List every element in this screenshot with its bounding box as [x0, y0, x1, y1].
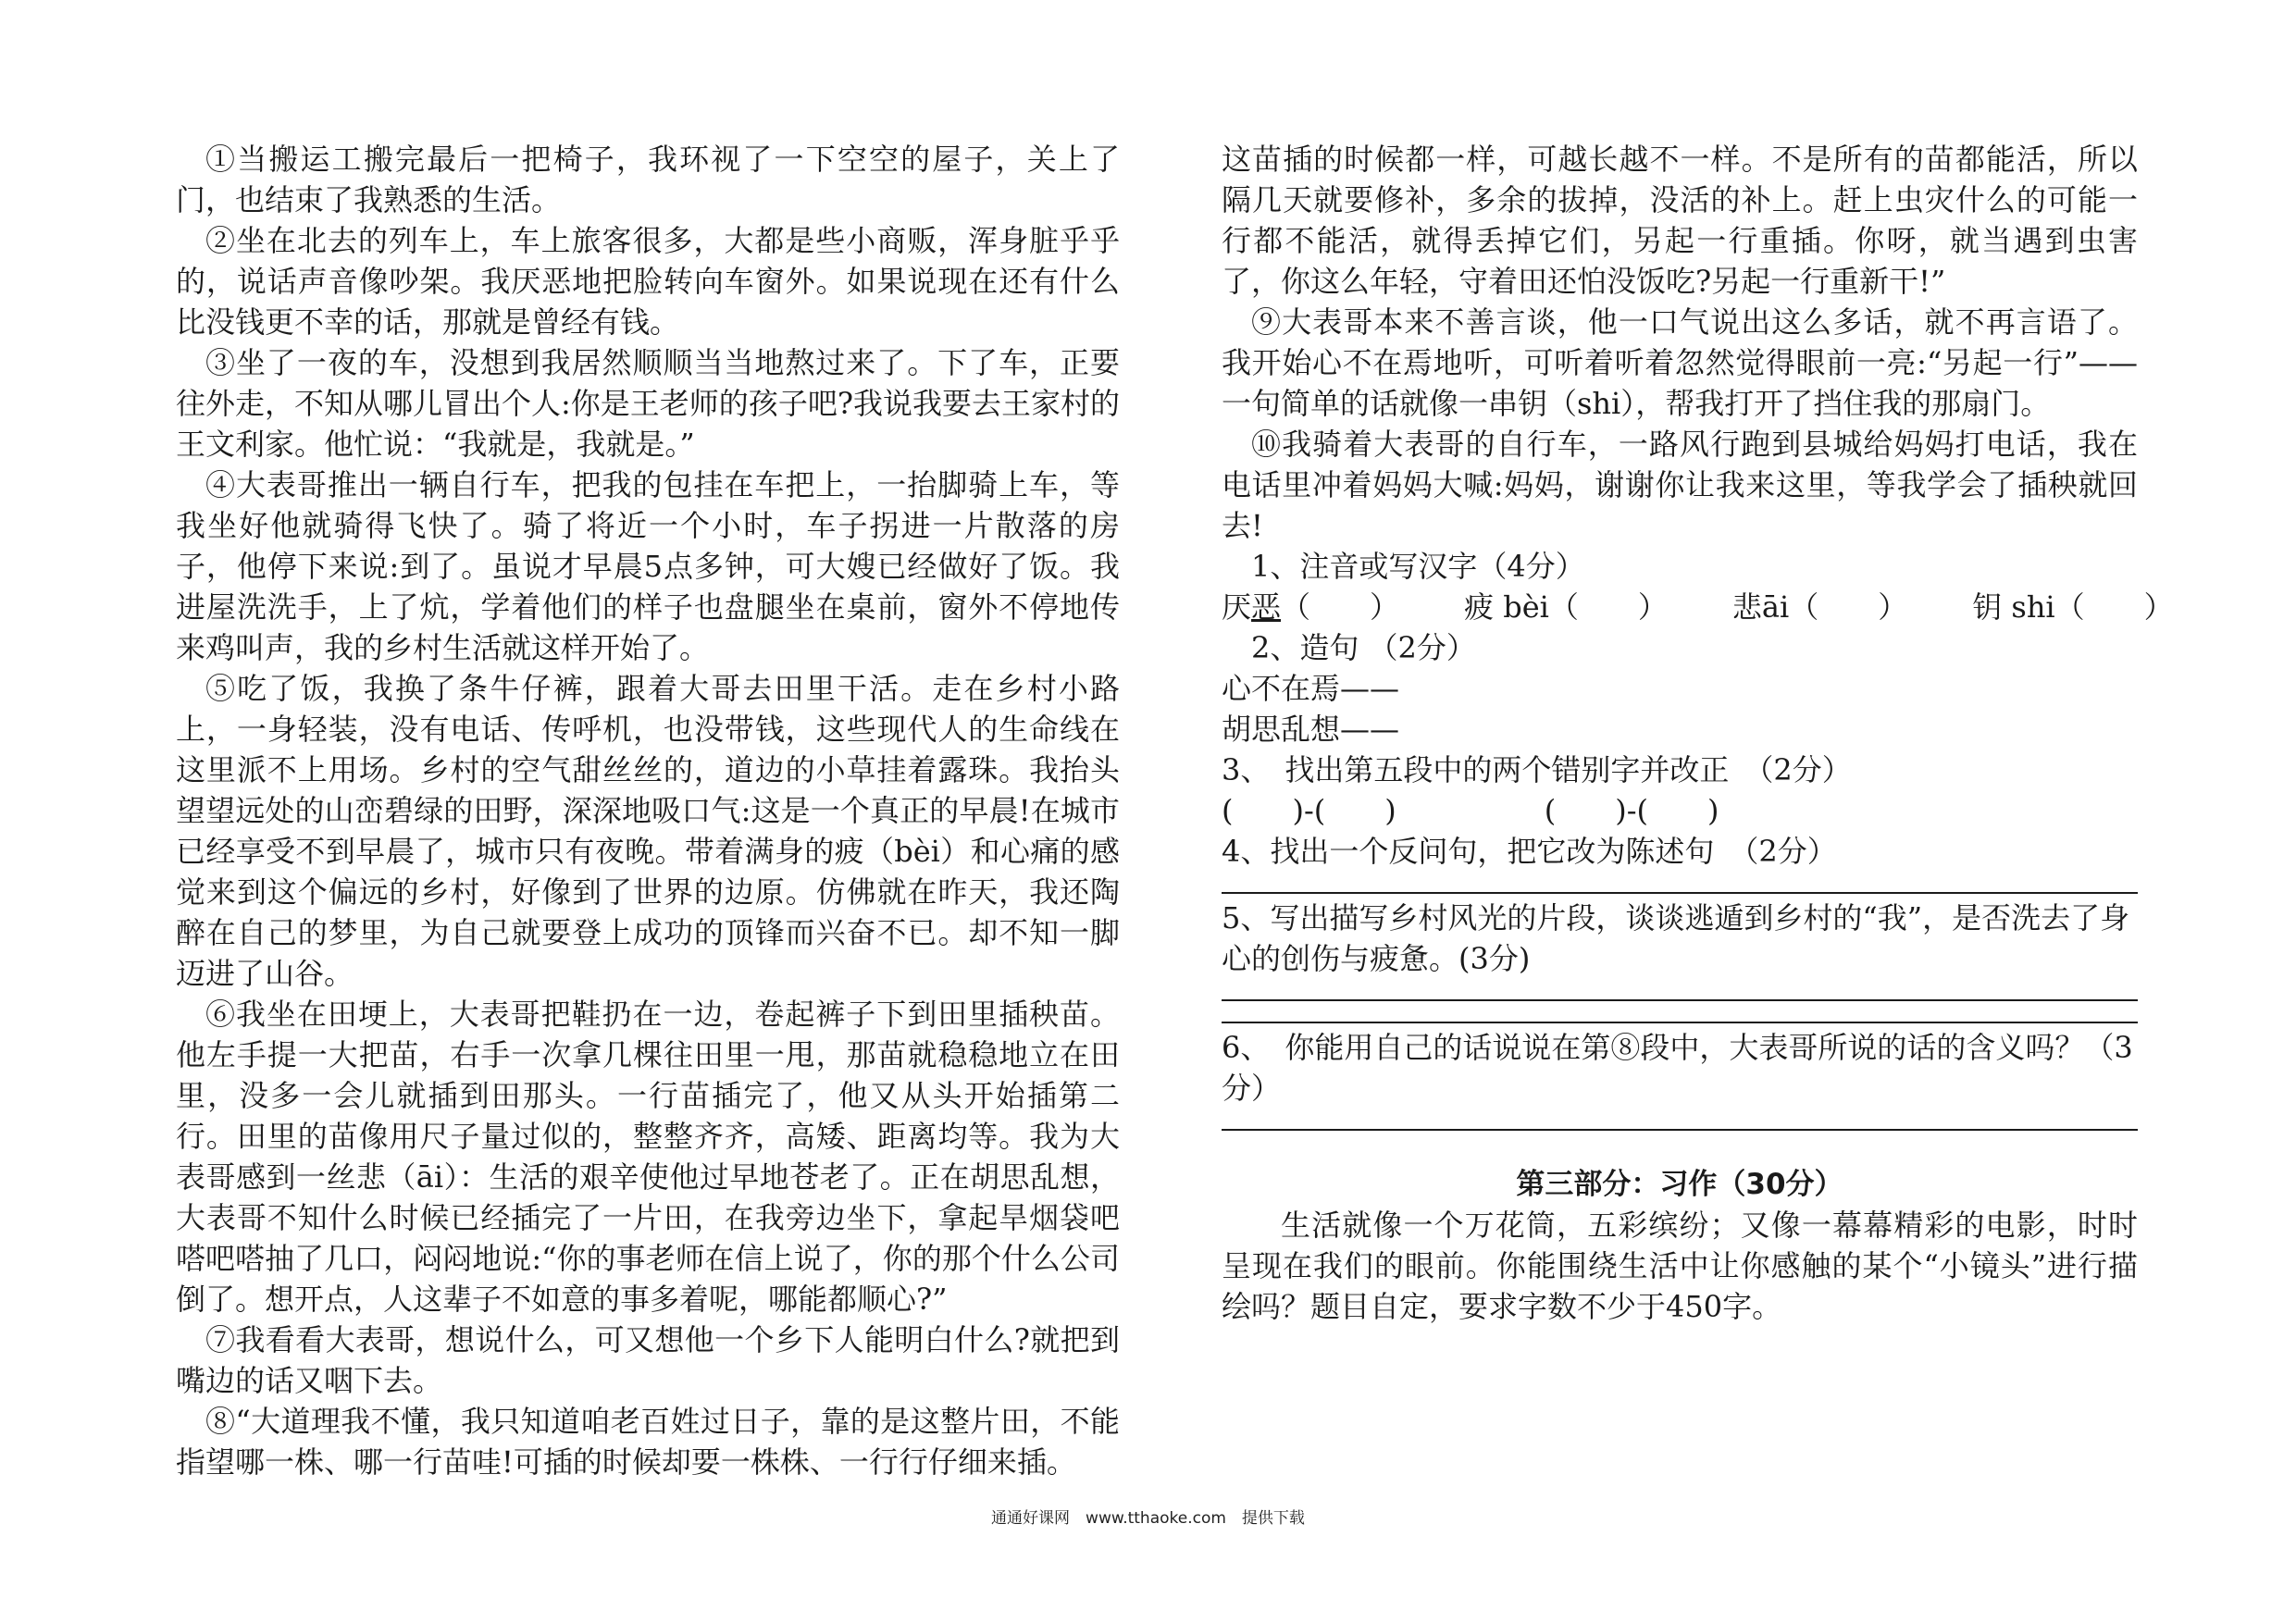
paragraph-3: ③坐了一夜的车，没想到我居然顺顺当当地熬过来了。下了车，正要往外走，不知从哪儿冒出个人:你是王老师的孩子吧?我说我要去王家村的王文利家。他忙说：“我就是，我就是。” — [176, 345, 1120, 462]
paragraph-9: ⑨大表哥本来不善言谈，他一口气说出这么多话，就不再言语了。我开始心不在焉地听，可听着听着忽然觉得眼前一亮:“另起一行”——一句简单的话就像一串钥（shi），帮我打开了挡住我的那扇门。 — [1222, 304, 2138, 421]
answer-line — [1222, 999, 2138, 1001]
page-footer: 通通好课网 www.tthaoke.com 提供下载 — [991, 1509, 1305, 1528]
q1-item-beiai: 悲āi（ ） — [1731, 589, 1908, 625]
question-1-title: 1、注音或写汉字（4分） — [1251, 549, 1585, 584]
section-3-body: 生活就像一个万花筒，五彩缤纷；又像一幕幕精彩的电影，时时呈现在我们的眼前。你能围绕生活中让你感触的某个“小镜头”进行描绘吗？题目自定，要求字数不少于450字。 — [1222, 1208, 2138, 1324]
paragraph-5: ⑤吃了饭，我换了条牛仔裤，跟着大哥去田里干活。走在乡村小路上，一身轻装，没有电话、传呼机，也没带钱，这些现代人的生命线在这里派不上用场。乡村的空气甜丝丝的，道边的小草挂着露珠。我抬头望望远处的山峦碧绿的田野，深深地吸口气:这是一个真正的早晨!在城市已经享受不到早晨了，城市只有夜晚。带着满身的疲（bèi）和心痛的感觉来到这个偏远的乡村，好像到了世界的边原。仿佛就在昨天，我还陶醉在自己的梦里，为自己就要登上成功的顶锋而兴奋不已。却不知一脚迈进了山谷。 — [176, 671, 1120, 991]
question-3-title: 3、 找出第五段中的两个错别字并改正 （2分） — [1222, 752, 1852, 787]
paragraph-10: ⑩我骑着大表哥的自行车，一路风行跑到县城给妈妈打电话，我在电话里冲着妈妈大喊:妈妈，谢谢你让我来这里，等我学会了插秧就回去! — [1222, 427, 2138, 543]
question-6-title: 6、 你能用自己的话说说在第⑧段中，大表哥所说的话的含义吗？（3分） — [1222, 1030, 2133, 1106]
section-3-title: 第三部分：习作（30分） — [1516, 1168, 1843, 1201]
q1-item-yaoshi: 钥 shi（ ） — [1972, 589, 2174, 625]
question-2-item-2: 胡思乱想—— — [1222, 712, 1400, 747]
answer-line — [1222, 1022, 2138, 1023]
question-2-item-1: 心不在焉—— — [1222, 671, 1400, 706]
q1-item-yanwu: 厌恶（ ） — [1222, 589, 1400, 625]
question-5-title: 5、写出描写乡村风光的片段，谈谈逃遁到乡村的“我”，是否洗去了身心的创伤与疲惫。(3分) — [1222, 900, 2130, 976]
right-column — [1222, 139, 2174, 1327]
question-4-title: 4、找出一个反问句，把它改为陈述句 （2分） — [1222, 834, 1837, 869]
question-2-title: 2、造句 （2分） — [1251, 630, 1476, 665]
answer-line — [1222, 892, 2138, 894]
paragraph-8: ⑧“大道理我不懂，我只知道咱老百姓过日子，靠的是这整片田，不能指望哪一株、哪一行苗哇!可插的时候却要一株株、一行行仔细来插。 — [176, 1404, 1120, 1480]
q1-underlined-char: 恶 — [1251, 589, 1282, 625]
paragraph-1: ①当搬运工搬完最后一把椅子，我环视了一下空空的屋子，关上了门，也结束了我熟悉的生活。 — [176, 142, 1120, 217]
paragraph-4: ④大表哥推出一辆自行车，把我的包挂在车把上，一抬脚骑上车，等我坐好他就骑得飞快了。骑了将近一个小时，车子拐进一片散落的房子，他停下来说:到了。虽说才早晨5点多钟，可大嫂已经做好了饭。我进屋洗洗手，上了炕，学着他们的样子也盘腿坐在桌前，窗外不停地传来鸡叫声，我的乡村生活就这样开始了。 — [176, 467, 1120, 665]
paragraph-8-continued: 这苗插的时候都一样，可越长越不一样。不是所有的苗都能活，所以隔几天就要修补，多余的拔掉，没活的补上。赶上虫灾什么的可能一行都不能活，就得丢掉它们，另起一行重插。你呀，就当遇到虫害了，你这么年轻，守着田还怕没饭吃?另起一行重新干!” — [1222, 142, 2138, 299]
answer-line — [1222, 1129, 2138, 1131]
left-column — [176, 139, 1120, 1482]
paragraph-6: ⑥我坐在田埂上，大表哥把鞋扔在一边，卷起裤子下到田里插秧苗。他左手提一大把苗，右手一次拿几棵往田里一甩，那苗就稳稳地立在田里，没多一会儿就插到田那头。一行苗插完了，他又从头开始插第二行。田里的苗像用尺子量过似的，整整齐齐，高矮、距离均等。我为大表哥感到一丝悲（āi）：生活的艰辛使他过早地苍老了。正在胡思乱想，大表哥不知什么时候已经插完了一片田，在我旁边坐下，拿起旱烟袋吧嗒吧嗒抽了几口，闷闷地说:“你的事老师在信上说了，你的那个什么公司倒了。想开点，人这辈子不如意的事多着呢，哪能都顺心?” — [176, 997, 1120, 1317]
question-3-blanks: ( )-( ) ( )-( ) — [1222, 793, 1719, 828]
q1-item-pibei: 疲 bèi（ ） — [1464, 589, 1668, 625]
paragraph-7: ⑦我看看大表哥，想说什么，可又想他一个乡下人能明白什么?就把到嘴边的话又咽下去。 — [176, 1322, 1120, 1398]
paragraph-2: ②坐在北去的列车上，车上旅客很多，大都是些小商贩，浑身脏乎乎的，说话声音像吵架。我厌恶地把脸转向车窗外。如果说现在还有什么比没钱更不幸的话，那就是曾经有钱。 — [176, 223, 1120, 340]
question-1-items — [1222, 587, 2174, 627]
